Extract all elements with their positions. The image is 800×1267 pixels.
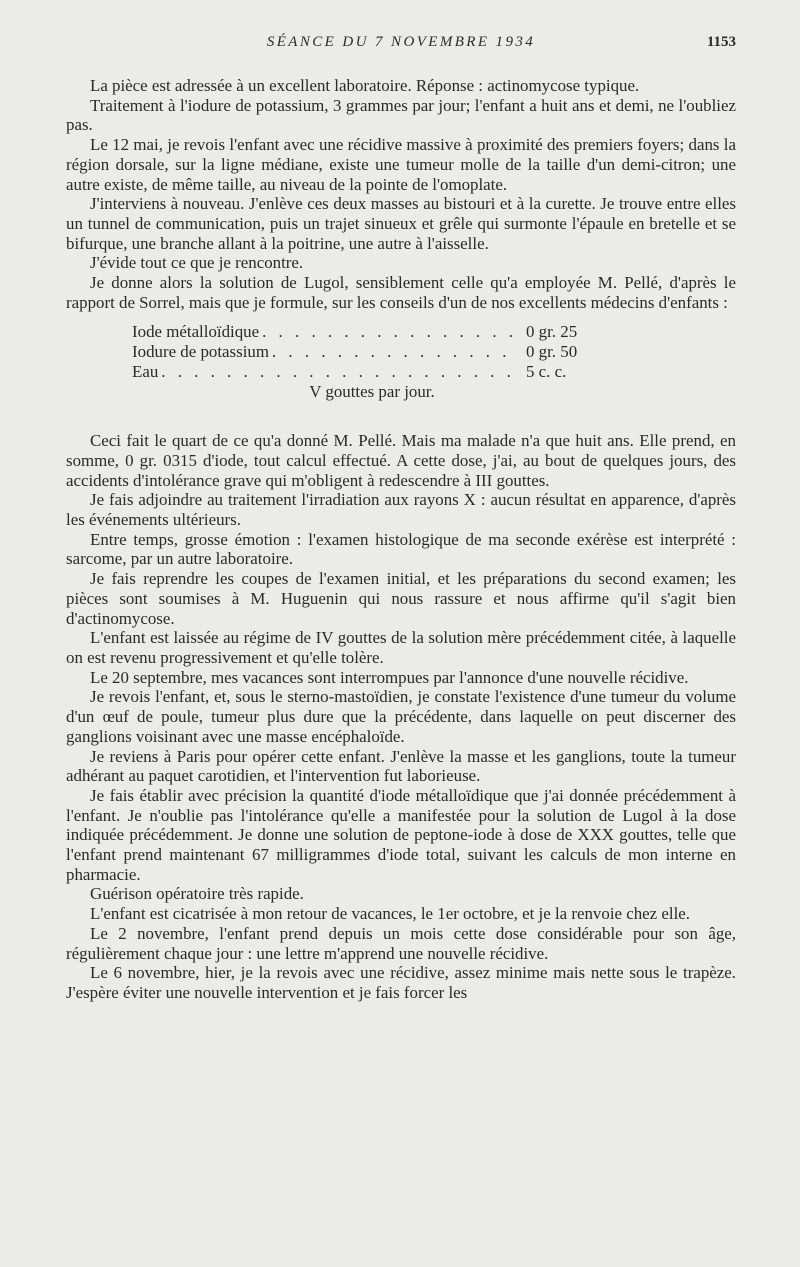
paragraph: Guérison opératoire très rapide.	[90, 884, 304, 904]
paragraph: Je reviens à Paris pour opérer cette enfant. J'enlève la masse et les ganglions, toute la tumeur adhérant au paquet carotidien, et l'intervention fut laborieuse.	[66, 746, 736, 786]
paragraph: L'enfant est cicatrisée à mon retour de vacances, le 1er octobre, et je la renvoie chez elle.	[90, 904, 690, 924]
paragraph: Traitement à l'iodure de potassium, 3 grammes par jour; l'enfant a huit ans et demi, ne l'oubliez pas.	[66, 95, 736, 135]
leader-dots	[262, 322, 518, 342]
lugol-recipe	[132, 322, 602, 401]
running-head: SÉANCE DU 7 NOVEMBRE 1934	[266, 34, 536, 50]
recipe-ingredient: Iodure de potassium	[132, 342, 269, 362]
leader-dots	[272, 342, 518, 362]
paragraph: Le 12 mai, je revois l'enfant avec une récidive massive à proximité des premiers foyers; dans la région dorsale, sur la ligne médiane, existe une tumeur molle de la taille d'un demi-citron; une autre existe, de même taille, au niveau de la pointe de l'omoplate.	[66, 135, 736, 194]
paragraph: J'interviens à nouveau. J'enlève ces deux masses au bistouri et à la curette. Je trouve entre elles un tunnel de communication, puis un trajet sinueux et grêle qui surmonte l'épaule en bretelle et se bifurque, une branche allant à la poitrine, une autre à l'aisselle.	[66, 194, 736, 253]
recipe-quantity: 0 gr. 50	[526, 342, 578, 362]
paragraph: Je donne alors la solution de Lugol, sensiblement celle qu'a employée M. Pellé, d'après le rapport de Sorrel, mais que je formule, sur les conseils d'un de nos excellents médecins d'enfants :	[66, 273, 736, 312]
recipe-quantity: 5 c. c.	[526, 361, 567, 381]
recipe-line	[132, 362, 602, 382]
recipe-line	[132, 342, 602, 362]
recipe-quantity: 0 gr. 25	[526, 322, 578, 342]
paragraph: Je revois l'enfant, et, sous le sterno-mastoïdien, je constate l'existence d'une tumeur du volume d'un œuf de poule, tumeur plus dure que la précédente, dans laquelle on peut discerner des ganglions voisinant avec une masse encéphaloïde.	[66, 687, 736, 746]
paragraph: Le 2 novembre, l'enfant prend depuis un mois cette dose considérable pour son âge, régulièrement chaque jour : une lettre m'apprend une nouvelle récidive.	[66, 923, 736, 963]
paragraph: J'évide tout ce que je rencontre.	[90, 253, 304, 273]
recipe-dosage: V gouttes par jour.	[309, 381, 435, 401]
page-header	[66, 34, 736, 58]
recipe-ingredient: Eau	[132, 361, 159, 381]
recipe-line	[132, 322, 602, 342]
paragraph: Ceci fait le quart de ce qu'a donné M. Pellé. Mais ma malade n'a que huit ans. Elle prend, en somme, 0 gr. 0315 d'iode, tout calcul effectué. A cette dose, j'ai, au bout de quelques jours, des accidents d'intolérance grave qui m'obligent à redescendre à III gouttes.	[66, 431, 736, 490]
leader-dots	[161, 362, 518, 382]
paragraph: L'enfant est laissée au régime de IV gouttes de la solution mère précédemment citée, à laquelle on est revenu progressivement et qu'elle tolère.	[66, 628, 736, 667]
paragraph: Le 6 novembre, hier, je la revois avec une récidive, assez minime mais nette sous le trapèze. J'espère éviter une nouvelle intervention et je fais forcer les	[66, 963, 736, 1002]
paragraph: Je fais adjoindre au traitement l'irradiation aux rayons X : aucun résultat en apparence, d'après les événements ultérieurs.	[66, 490, 736, 530]
paragraph: Le 20 septembre, mes vacances sont interrompues par l'annonce d'une nouvelle récidive.	[90, 667, 689, 687]
paragraph: Je fais reprendre les coupes de l'examen initial, et les préparations du second examen; les pièces sont soumises à M. Huguenin qui nous rassure et nous affirme qu'il s'agit bien d'actinomycose.	[66, 569, 736, 628]
recipe-ingredient: Iode métalloïdique	[132, 322, 260, 342]
paragraph: Entre temps, grosse émotion : l'examen histologique de ma seconde exérèse est interprété : sarcome, par un autre laboratoire.	[66, 529, 736, 569]
paragraph: La pièce est adressée à un excellent laboratoire. Réponse : actinomycose typique.	[90, 76, 640, 95]
paragraph: Je fais établir avec précision la quantité d'iode métalloïdique que j'ai donnée précédemment à l'enfant. Je n'oublie pas l'intolérance qu'elle a manifestée pour la solution de Lugol à la dose indiquée précédemment. Je donne une solution de peptone-iode à dose de XXX gouttes, telle que l'enfant prend maintenant 67 milligrammes d'iode total, suivant les calculs de mon interne en pharmacie.	[66, 785, 736, 884]
body-text	[66, 76, 736, 1003]
page-number: 1153	[706, 34, 736, 50]
